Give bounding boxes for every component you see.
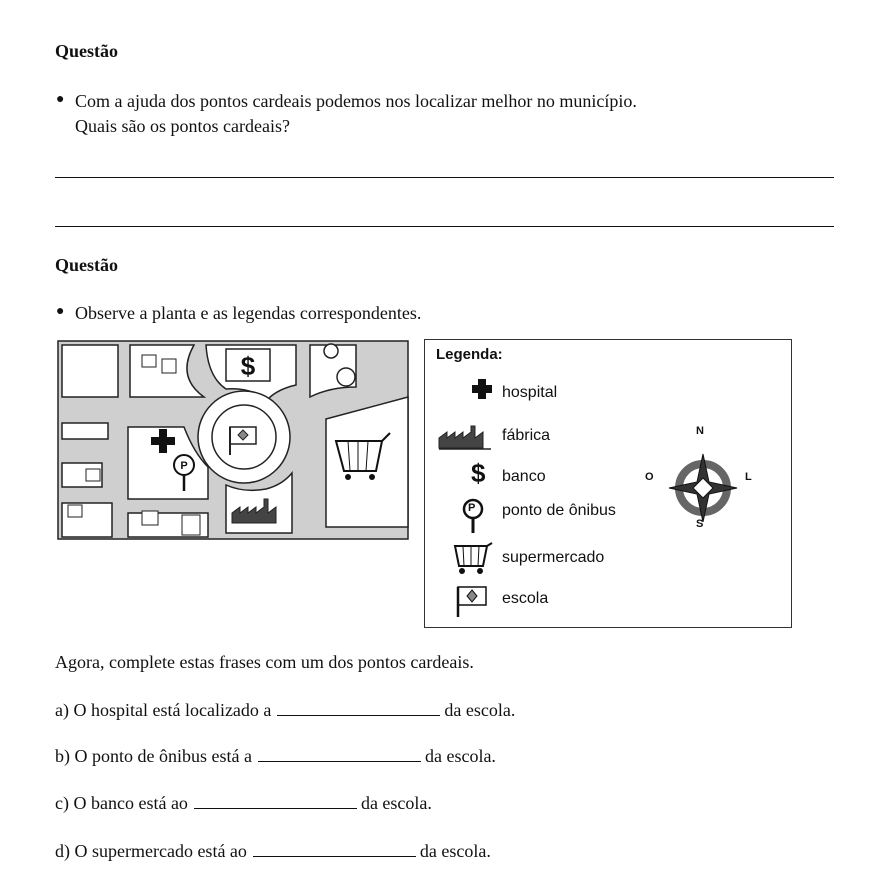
legend-supermarket-icon	[453, 542, 493, 576]
answer-line-2[interactable]	[55, 226, 834, 227]
bullet-icon: ●	[56, 304, 65, 319]
question-1-title: Questão	[55, 41, 118, 61]
legend-box	[424, 339, 792, 628]
house-icon	[162, 359, 176, 373]
compass-east-label: L	[745, 471, 752, 483]
city-map	[56, 337, 412, 557]
sentence-b-after: da escola.	[424, 746, 496, 766]
legend-school-flag-icon	[455, 584, 491, 618]
bullet-icon: ●	[56, 92, 65, 107]
sentence-d-after: da escola.	[419, 841, 491, 861]
legend-item-hospital: hospital	[502, 384, 558, 401]
map-supermarket-icon	[336, 441, 382, 471]
legend-item-factory: fábrica	[502, 427, 551, 444]
sentence-b	[55, 744, 496, 768]
sentence-a-before: a) O hospital está localizado a	[55, 700, 272, 720]
tree-icon	[337, 368, 355, 386]
legend-title: Legenda:	[436, 346, 503, 363]
legend-factory-icon	[437, 422, 493, 452]
sentence-d	[55, 839, 491, 863]
block-top-left	[62, 345, 118, 397]
house-icon	[142, 511, 158, 525]
sentence-d-blank[interactable]	[253, 842, 416, 857]
compass-south-label: S	[696, 518, 704, 530]
sentence-c-before: c) O banco está ao	[55, 793, 188, 813]
legend-item-supermarket: supermercado	[502, 549, 605, 566]
house-icon	[68, 505, 82, 517]
answer-line-1[interactable]	[55, 177, 834, 178]
question-1-text-line1: Com a ajuda dos pontos cardeais podemos nos localizar melhor no município.	[75, 91, 637, 111]
sentence-c	[55, 791, 432, 815]
sentence-b-before: b) O ponto de ônibus está a	[55, 746, 252, 766]
cart-wheel	[369, 474, 375, 480]
legend-item-bank: banco	[502, 468, 546, 485]
legend-bank-icon: $	[471, 458, 486, 488]
sentence-c-blank[interactable]	[194, 794, 357, 809]
map-bank-symbol: $	[240, 351, 256, 381]
sentence-a-after: da escola.	[444, 700, 516, 720]
house-icon	[142, 355, 156, 367]
legend-hospital-icon	[471, 378, 493, 400]
sentence-c-after: da escola.	[360, 793, 432, 813]
question-2-title: Questão	[55, 255, 118, 275]
cart-wheel	[345, 474, 351, 480]
sentence-a	[55, 698, 515, 722]
legend-item-school: escola	[502, 590, 549, 607]
question-2-instruction: Observe a planta e as legendas correspondentes.	[75, 303, 422, 323]
sentence-a-blank[interactable]	[277, 701, 440, 716]
question-1-text-line2: Quais são os pontos cardeais?	[75, 116, 290, 136]
compass-west-label: O	[645, 471, 654, 483]
tree-icon	[324, 344, 338, 358]
complete-prompt: Agora, complete estas frases com um dos pontos cardeais.	[55, 652, 474, 672]
house-icon	[86, 469, 100, 481]
compass-north-label: N	[696, 425, 704, 437]
compass-rose-icon	[663, 448, 743, 528]
legend-bus-stop-letter: P	[468, 502, 476, 514]
map-bus-stop-letter: P	[180, 460, 188, 472]
sentence-d-before: d) O supermercado está ao	[55, 841, 247, 861]
block-left-small	[62, 423, 108, 439]
house-icon	[182, 515, 200, 535]
sentence-b-blank[interactable]	[258, 747, 421, 762]
legend-item-bus-stop: ponto de ônibus	[502, 502, 616, 519]
